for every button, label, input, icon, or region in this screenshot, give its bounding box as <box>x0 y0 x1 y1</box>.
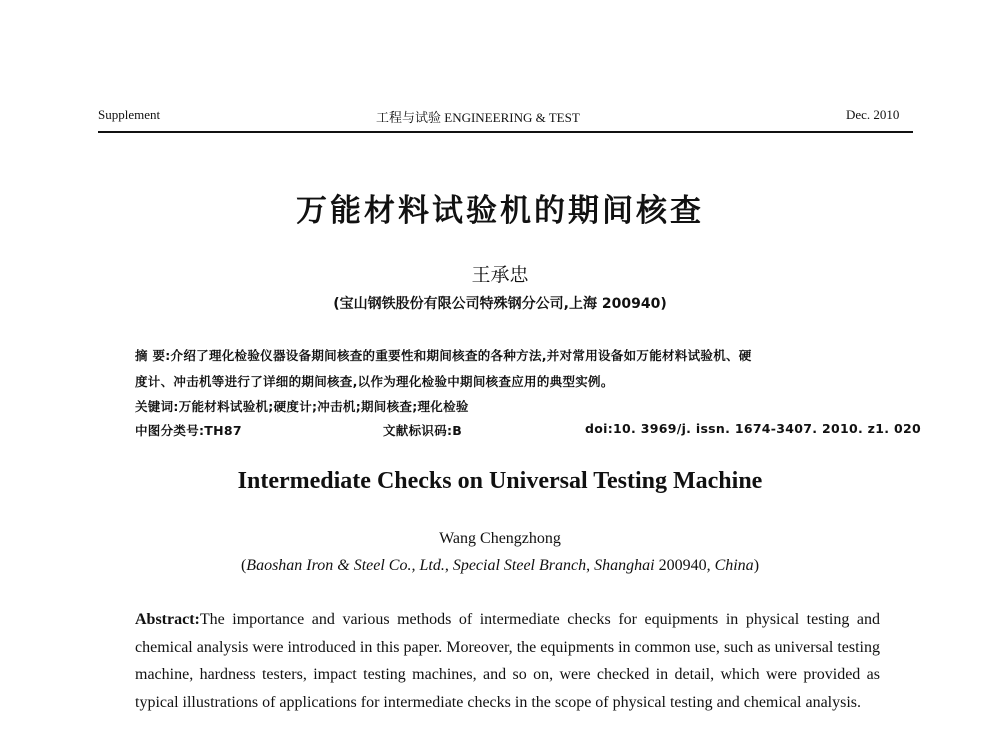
affiliation-en: (Baoshan Iron & Steel Co., Ltd., Special Steel Branch, Shanghai 200940, China) <box>240 557 760 574</box>
abstract-en <box>135 606 880 716</box>
abstract-cn-line-1: 摘 要:介绍了理化检验仪器设备期间核查的重要性和期间核查的各种方法,并对常用设备如万能材料试验机、硬 <box>135 348 752 363</box>
abstract-en-label: Abstract: <box>135 611 200 628</box>
author-en: Wang Chengzhong <box>439 530 561 547</box>
paper-title-cn: 万能材料试验机的期间核查 <box>296 193 704 229</box>
header-rule <box>98 131 913 133</box>
paper-title-en: Intermediate Checks on Universal Testing Machine <box>237 468 763 494</box>
abstract-en-text: The importance and various methods of intermediate checks for equipments in physical testing and chemical analysis were introduced in this paper. Moreover, the equipments in common use, such as universal testing machine, hardness testers, impact testing machines, and so on, were checked in detail, which were provided as typical illustrations of applications for intermediate checks in the scope of physical testing and chemical analysis. <box>135 611 880 711</box>
header-journal-name: 工程与试验 ENGINEERING & TEST <box>376 110 580 125</box>
header-journal-section: Supplement <box>98 107 161 122</box>
keywords-cn: 关键词:万能材料试验机;硬度计;冲击机;期间核查;理化检验 <box>135 399 469 414</box>
doi[interactable]: doi:10. 3969/j. issn. 1674-3407. 2010. z1. 020 <box>585 421 921 436</box>
document-code: 文献标识码:B <box>383 423 463 438</box>
header-date: Dec. 2010 <box>846 107 900 122</box>
affiliation-cn: (宝山钢铁股份有限公司特殊钢分公司,上海 200940) <box>333 296 667 312</box>
classification-number: 中图分类号:TH87 <box>135 423 242 438</box>
abstract-cn-line-2: 度计、冲击机等进行了详细的期间核查,以作为理化检验中期间核查应用的典型实例。 <box>135 374 614 389</box>
author-cn: 王承忠 <box>471 264 529 286</box>
